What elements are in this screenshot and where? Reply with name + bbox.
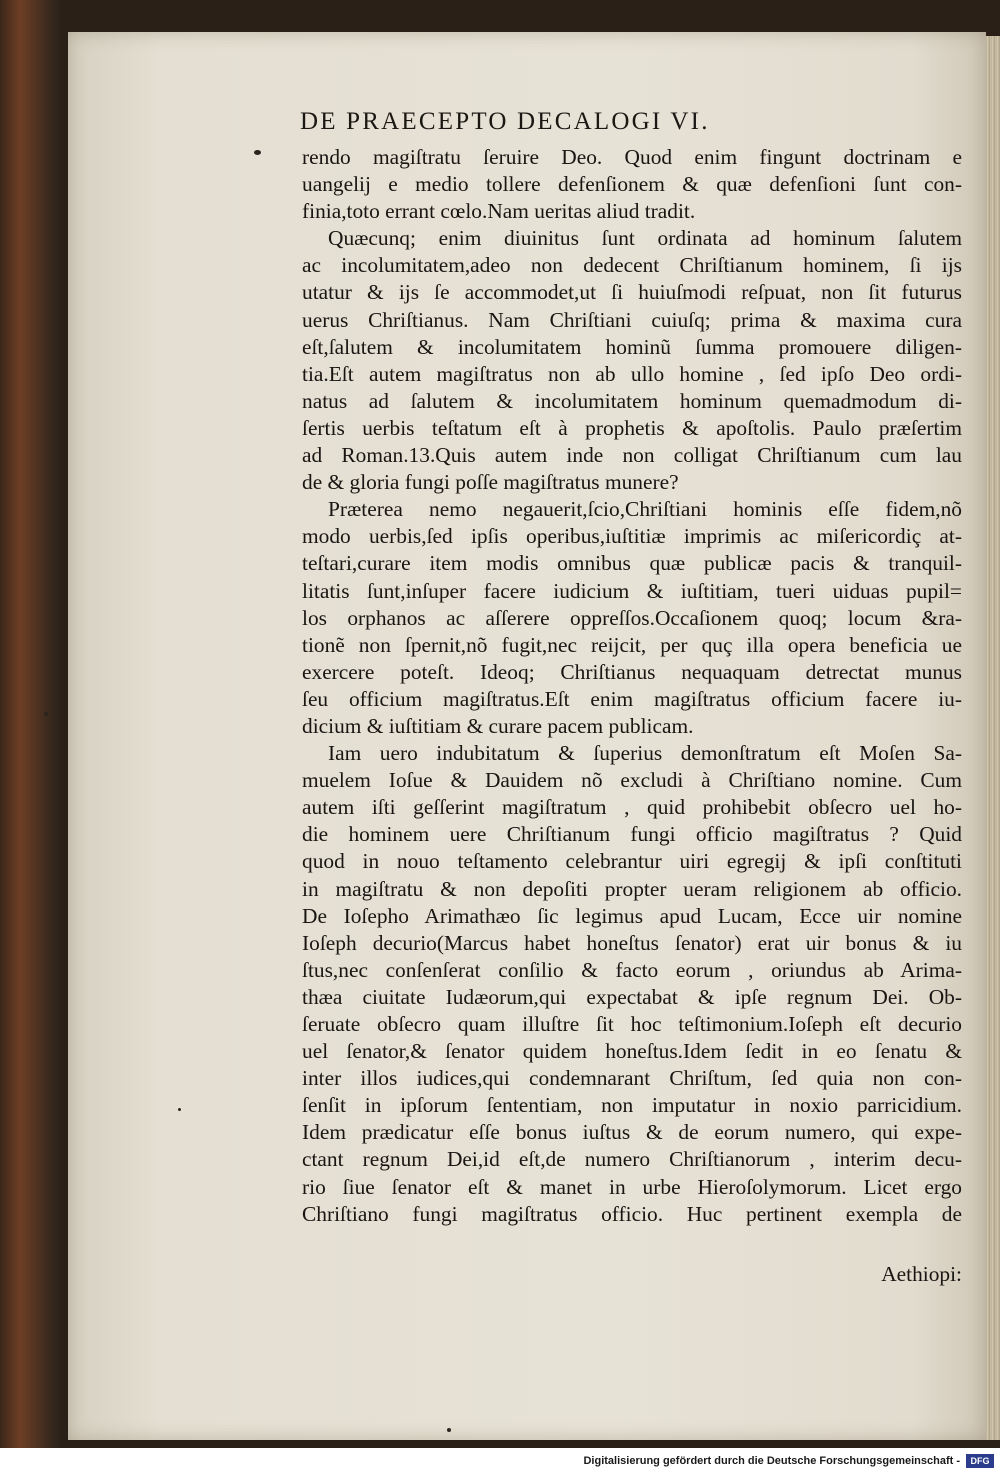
text-line: uerus Chriſtianus. Nam Chriſtiani cuiuſq; prima & maxima cura	[302, 307, 962, 332]
text-line: Præterea nemo negauerit,ſcio,Chriſtiani hominis eſſe fidem,nõ	[328, 497, 962, 522]
text-line: ſenſit in ipſorum ſententiam, non imputatur in noxio parricidium.	[302, 1093, 962, 1118]
catchword: Aethiopi:	[881, 1262, 962, 1286]
text-line: Iam uero indubitatum & ſuperius demonſtratum eſt Moſen Sa-	[328, 741, 962, 766]
text-line: eſt,ſalutem & incolumitatem hominũ ſumma promouere diligen-	[302, 334, 962, 359]
text-line: natus ad ſalutem & incolumitatem hominum quemadmodum di-	[302, 388, 962, 413]
running-head: DE PRAECEPTO DECALOGI VI.	[300, 108, 710, 135]
text-line: De Ioſepho Arimathæo ſic legimus apud Lucam, Ecce uir nomine	[302, 903, 962, 928]
text-line: de & gloria fungi poſſe magiſtratus munere?	[302, 470, 679, 495]
text-line: ſtus,nec conſenſerat conſilio & facto eorum , oriundus ab Arima-	[302, 957, 962, 982]
dfg-logo: DFG	[966, 1454, 994, 1468]
text-line: rio ſiue ſenator eſt & manet in urbe Hieroſolymorum. Licet ergo	[302, 1174, 962, 1199]
text-line: muelem Ioſue & Dauidem nõ excludi à Chriſtiano nomine. Cum	[302, 768, 962, 793]
text-line: die hominem uere Chriſtianum fungi officio magiſtratus ? Quid	[302, 822, 962, 847]
ink-speck	[44, 712, 48, 716]
text-line: ſeu officium magiſtratus.Eſt enim magiſtratus officium facere iu-	[302, 686, 962, 711]
text-line: Chriſtiano fungi magiſtratus officio. Huc pertinent exempla de	[302, 1201, 962, 1226]
text-line: uangelij e medio tollere defenſionem & quæ defenſioni ſunt con-	[302, 172, 962, 197]
ink-speck	[178, 1108, 181, 1111]
text-line: utatur & ijs ſe accommodet,ut ſi huiuſmodi reſpuat, non ſit futurus	[302, 280, 962, 305]
page-fore-edge	[986, 36, 1000, 1440]
body-text	[302, 144, 962, 1228]
text-line: exercere poteſt. Ideoq; Chriſtianus nequaquam detrectat munus	[302, 659, 962, 684]
text-line: tionẽ non ſpernit,nõ fugit,nec reijcit, per quç illa opera beneficia ue	[302, 632, 962, 657]
ink-speck	[447, 1428, 451, 1432]
text-line: modo uerbis,ſed ipſis operibus,iuſtitiæ imprimis ac miſericordiç at-	[302, 524, 962, 549]
text-line: litatis ſunt,inſuper facere iudicium & iuſtitiam, tueri uiduas pupil=	[302, 578, 962, 603]
text-line: rendo magiſtratu ſeruire Deo. Quod enim fingunt doctrinam e	[302, 145, 962, 169]
text-line: teſtari,curare item modis omnibus quæ publicæ pacis & tranquil-	[302, 551, 962, 576]
text-line: ad Roman.13.Quis autem inde non colligat Chriſtianum cum lau	[302, 443, 962, 468]
text-line: ſeruate obſecro quam illuſtre ſit hoc teſtimonium.Ioſeph eſt decurio	[302, 1012, 962, 1036]
text-line: Quæcunq; enim diuinitus ſunt ordinata ad hominum ſalutem	[328, 226, 962, 251]
text-line: Idem prædicatur eſſe bonus iuſtus & de eorum numero, qui expe-	[302, 1120, 962, 1145]
text-line: ſertis uerbis teſtatum eſt à prophetis & apoſtolis. Paulo præſertim	[302, 415, 962, 440]
text-line: finia,toto errant cœlo.Nam ueritas aliud tradit.	[302, 199, 696, 224]
digitization-credit: Digitalisierung gefördert durch die Deutsche Forschungsgemeinschaft -	[583, 1455, 960, 1467]
text-line: los orphanos ac aſſerere oppreſſos.Occaſionem quoq; locum &ra-	[302, 605, 962, 630]
text-line: inter illos iudices,qui condemnarant Chriſtum, ſed quia non con-	[302, 1066, 962, 1091]
text-line: ac incolumitatem,adeo non dedecent Chriſtianum hominem, ſi ijs	[302, 253, 962, 278]
text-line: Ioſeph decurio(Marcus habet honeſtus ſenator) erat uir bonus & iu	[302, 930, 962, 955]
text-line: ctant regnum Dei,id eſt,de numero Chriſtianorum , interim decu-	[302, 1147, 962, 1172]
text-line: autem iſti geſſerint magiſtratum , quid prohibebit obſecro uel ho-	[302, 795, 962, 820]
text-line: thæa ciuitate Iudæorum,qui expectabat & ipſe regnum Dei. Ob-	[302, 984, 962, 1009]
text-line: quod in nouo teſtamento celebrantur uiri egregij & ipſi conſtituti	[302, 849, 962, 874]
text-line: uel ſenator,& ſenator quidem honeſtus.Idem ſedit in eo ſenatu &	[302, 1039, 962, 1064]
text-line: in magiſtratu & non depoſiti propter ueram religionem ab officio.	[302, 876, 962, 901]
text-line: dicium & iuſtitiam & curare pacem publicam.	[302, 713, 694, 738]
text-line: tia.Eſt autem magiſtratus non ab ullo homine , ſed ipſo Deo ordi-	[302, 361, 962, 386]
ink-speck	[254, 150, 261, 155]
